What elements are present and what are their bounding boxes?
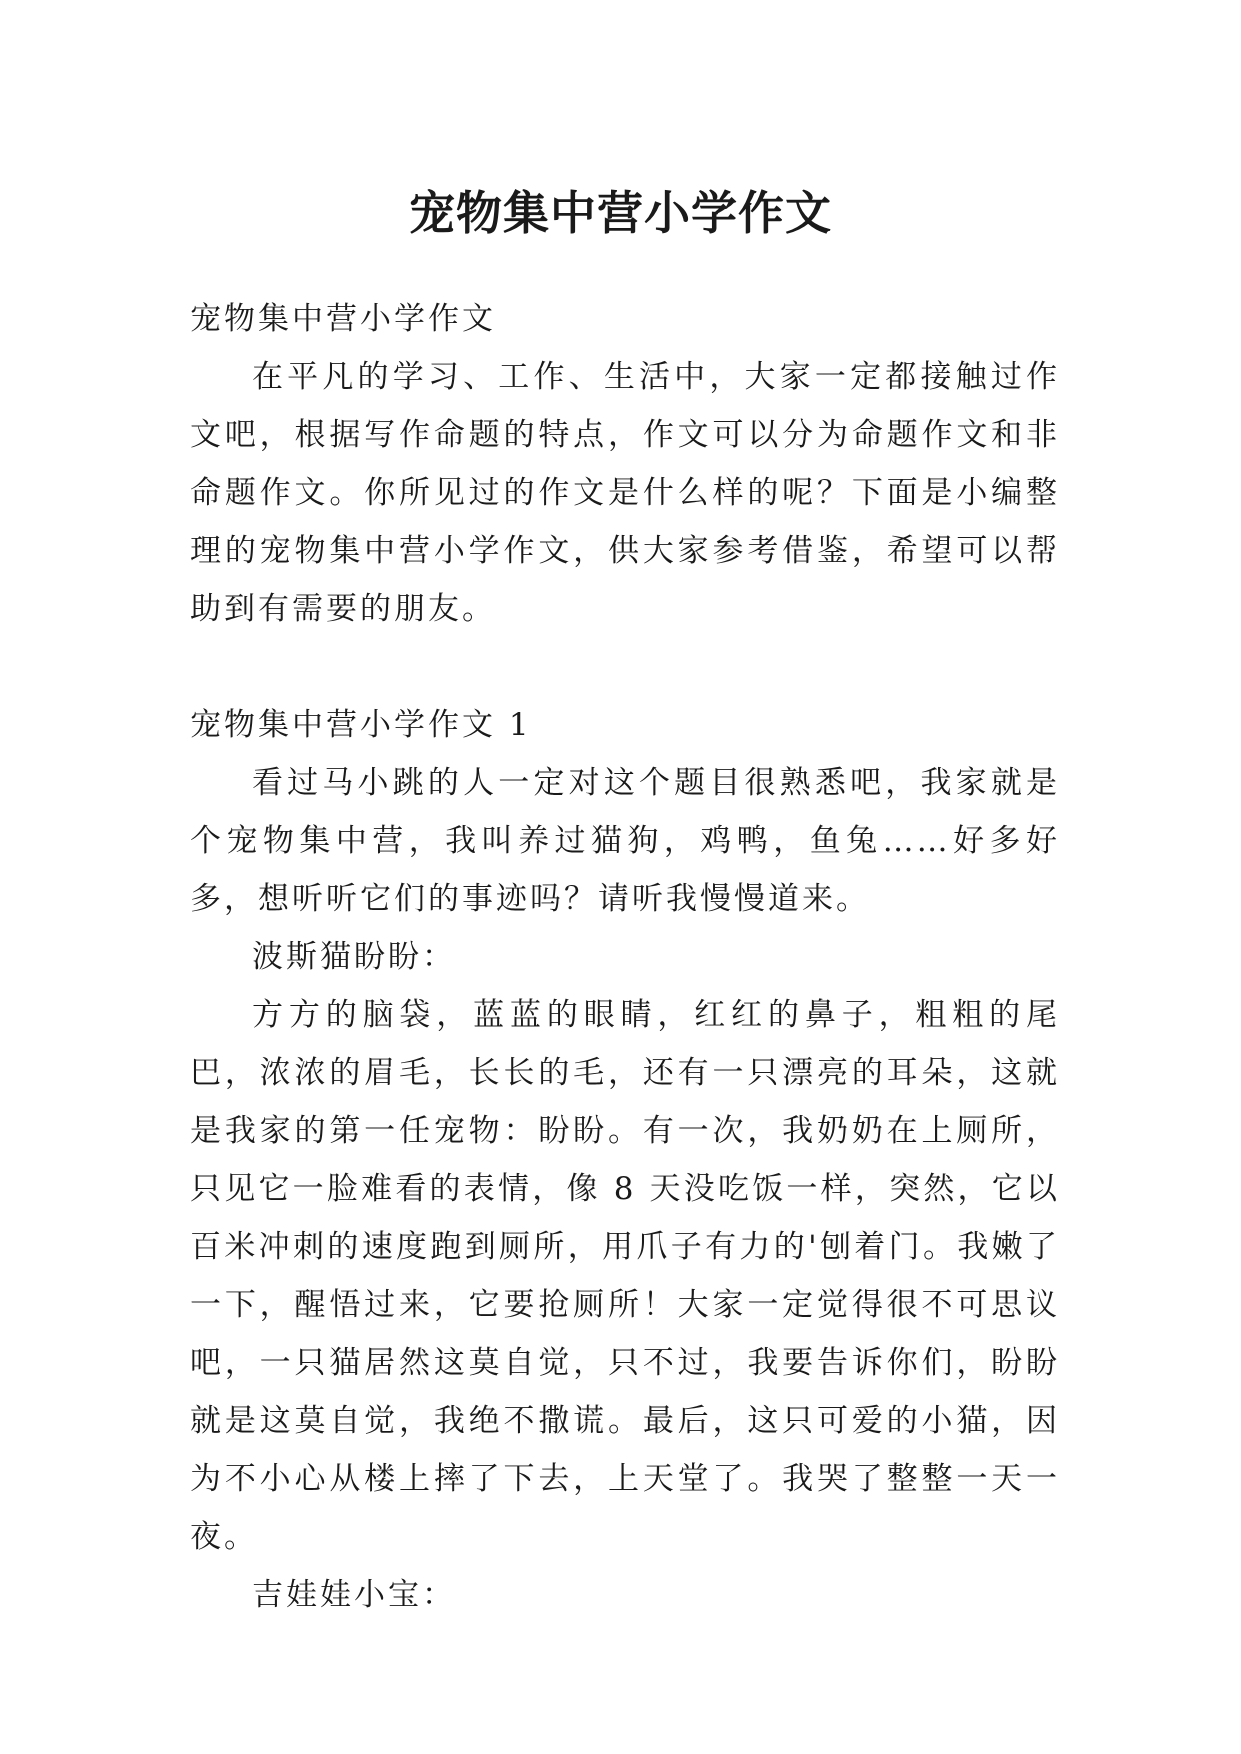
- document-body: [190, 290, 1060, 1624]
- document-title: 宠物集中营小学作文: [409, 185, 832, 240]
- section-heading-persian-cat: 波斯猫盼盼：: [252, 939, 456, 975]
- essay-1-paragraph-1: 看过马小跳的人一定对这个题目很熟悉吧，我家就是个宠物集中营，我叫养过猫狗，鸡鸭，鱼兔……好多好多，想听听它们的事迹吗？请听我慢慢道来。: [190, 765, 1060, 917]
- essay-1-heading: 宠物集中营小学作文 1: [190, 707, 532, 743]
- section-heading-chihuahua: 吉娃娃小宝：: [252, 1577, 456, 1613]
- intro-heading: 宠物集中营小学作文: [190, 301, 496, 337]
- intro-paragraph: 在平凡的学习、工作、生活中，大家一定都接触过作文吧，根据写作命题的特点，作文可以分为命题作文和非命题作文。你所见过的作文是什么样的呢？下面是小编整理的宠物集中营小学作文，供大家参考借鉴，希望可以帮助到有需要的朋友。: [190, 359, 1060, 627]
- essay-1-paragraph-persian-cat: 方方的脑袋，蓝蓝的眼睛，红红的鼻子，粗粗的尾巴，浓浓的眉毛，长长的毛，还有一只漂亮的耳朵，这就是我家的第一任宠物：盼盼。有一次，我奶奶在上厕所，只见它一脸难看的表情，像 8 天没吃饭一样，突然，它以百米冲刺的速度跑到厕所，用爪子有力的'刨着门。我嫩了一下，醒悟过来，它要抢厕所！大家一定觉得很不可思议吧，一只猫居然这莫自觉，只不过，我要告诉你们，盼盼就是这莫自觉，我绝不撒谎。最后，这只可爱的小猫，因为不小心从楼上摔了下去，上天堂了。我哭了整整一天一夜。: [190, 997, 1060, 1555]
